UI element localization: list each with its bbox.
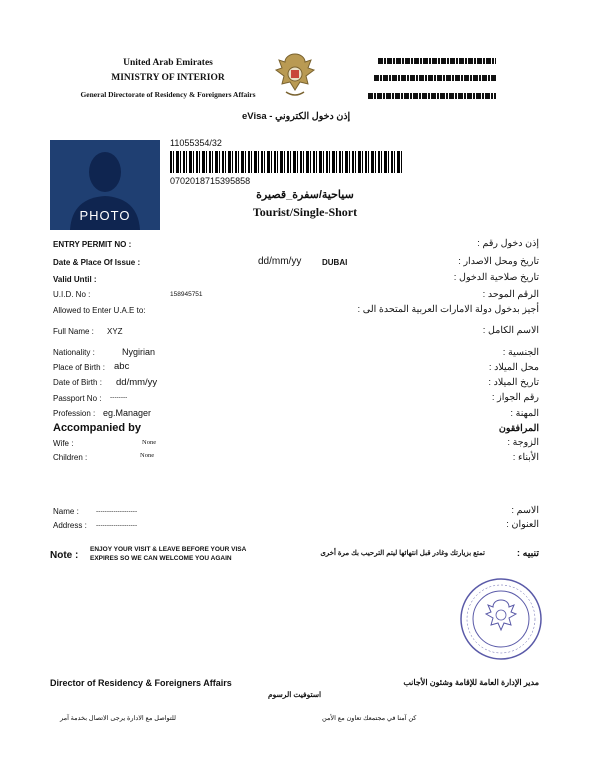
profession-value: eg.Manager (103, 408, 152, 418)
wife-label: Wife : (53, 439, 74, 448)
redacted-line-1 (378, 58, 496, 64)
sponsor-name-value: ------------------- (96, 508, 138, 515)
date-of-birth-value: dd/mm/yy (116, 377, 158, 388)
note-text-line2: EXPIRES SO WE CAN WELCOME YOU AGAIN (90, 555, 232, 562)
visa-type-arabic: سياحية/سفرة_قصيرة (256, 189, 354, 201)
uid-label-ar: الرقم الموحد : (482, 289, 539, 300)
director-title-en: Director of Residency & Foreigners Affairs (50, 678, 232, 688)
nationality-value: Nygirian (122, 347, 156, 357)
wife-value: None (142, 439, 157, 446)
barcode-top-number: 11055354/32 (170, 138, 222, 148)
passport-value: -------- (110, 394, 128, 401)
children-label-ar: الأبناء : (512, 452, 539, 463)
children-label: Children : (53, 453, 88, 462)
country-name: United Arab Emirates (123, 58, 213, 68)
bottom-contact-ar: للتواصل مع الادارة يرجى الاتصال بخدمة آمر (60, 715, 176, 722)
sponsor-address-value: ------------------- (96, 522, 138, 529)
issue-date-place-label-ar: تاريخ ومحل الاصدار : (458, 256, 539, 267)
bottom-safety-ar: كن آمنا في مجتمعك تعاون مع الأمن (322, 715, 417, 722)
date-of-birth-label: Date of Birth : (53, 378, 102, 387)
profession-label-ar: المهنة : (510, 408, 539, 419)
uid-label: U.I.D. No : (53, 290, 91, 299)
accompanied-title: Accompanied by (53, 422, 142, 434)
director-title-ar: مدير الإدارة العامة للإقامة وشئون الأجانب (403, 678, 539, 687)
issue-place-value: DUBAI (322, 258, 348, 267)
note-text-ar: تمتع بزيارتك وغادر قبل انتهائها ليتم الترحيب بك مرة أخرى (320, 550, 485, 557)
profession-label: Profession : (53, 409, 96, 418)
sponsor-name-label-ar: الاسم : (511, 505, 539, 516)
full-name-value: XYZ (107, 327, 123, 336)
entry-permit-label: ENTRY PERMIT NO : (53, 240, 132, 249)
nationality-label: Nationality : (53, 348, 95, 357)
evisa-label: eVisa - إذن دخول الكتروني (242, 111, 351, 122)
redacted-line-2 (374, 75, 496, 81)
barcode-bottom-number: 0702018715395858 (170, 176, 251, 186)
passport-label-ar: رقم الجواز : (491, 392, 539, 403)
barcode-image (170, 151, 402, 173)
sponsor-name-label: Name : (53, 507, 79, 516)
redacted-line-3 (368, 93, 496, 99)
valid-until-label-ar: تاريخ صلاحية الدخول : (453, 272, 539, 283)
photo-placeholder (50, 140, 160, 230)
place-of-birth-label-ar: محل الميلاد : (488, 362, 539, 373)
uid-value: 158945751 (170, 291, 203, 298)
full-name-label: Full Name : (53, 327, 94, 336)
valid-until-label: Valid Until : (53, 275, 97, 284)
wife-label-ar: الزوجة : (507, 437, 539, 448)
sponsor-address-label: Address : (53, 521, 87, 530)
issue-date-place-label: Date & Place Of Issue : (53, 258, 141, 267)
issue-date-value: dd/mm/yy (258, 256, 302, 267)
place-of-birth-label: Place of Birth : (53, 363, 106, 372)
nationality-label-ar: الجنسية : (502, 347, 539, 358)
official-stamp-icon (458, 576, 544, 662)
directorate-name: General Directorate of Residency & Foreigners Affairs (80, 90, 256, 99)
children-value: None (140, 452, 155, 459)
photo-label: PHOTO (79, 208, 131, 223)
entry-permit-label-ar: إذن دخول رقم : (477, 238, 539, 249)
allowed-to-enter-label-ar: أجيز بدخول دولة الامارات العربية المتحدة الى : (357, 304, 539, 315)
passport-label: Passport No : (53, 394, 102, 403)
visa-type-english: Tourist/Single-Short (252, 205, 358, 219)
note-text-line1: ENJOY YOUR VISIT & LEAVE BEFORE YOUR VISA (90, 546, 247, 553)
uae-emblem-icon (272, 50, 318, 104)
note-label: Note : (50, 550, 79, 561)
date-of-birth-label-ar: تاريخ الميلاد : (488, 377, 539, 388)
note-label-ar: تنبيه : (516, 548, 539, 559)
fees-paid-ar: استوفيت الرسوم (268, 690, 322, 699)
allowed-to-enter-label: Allowed to Enter U.A.E to: (53, 306, 146, 315)
ministry-name: MINISTRY OF INTERIOR (111, 73, 225, 83)
place-of-birth-value: abc (114, 361, 130, 372)
full-name-label-ar: الاسم الكامل : (482, 325, 539, 336)
sponsor-address-label-ar: العنوان : (506, 519, 539, 530)
accompanied-title-ar: المرافقون (498, 423, 539, 434)
